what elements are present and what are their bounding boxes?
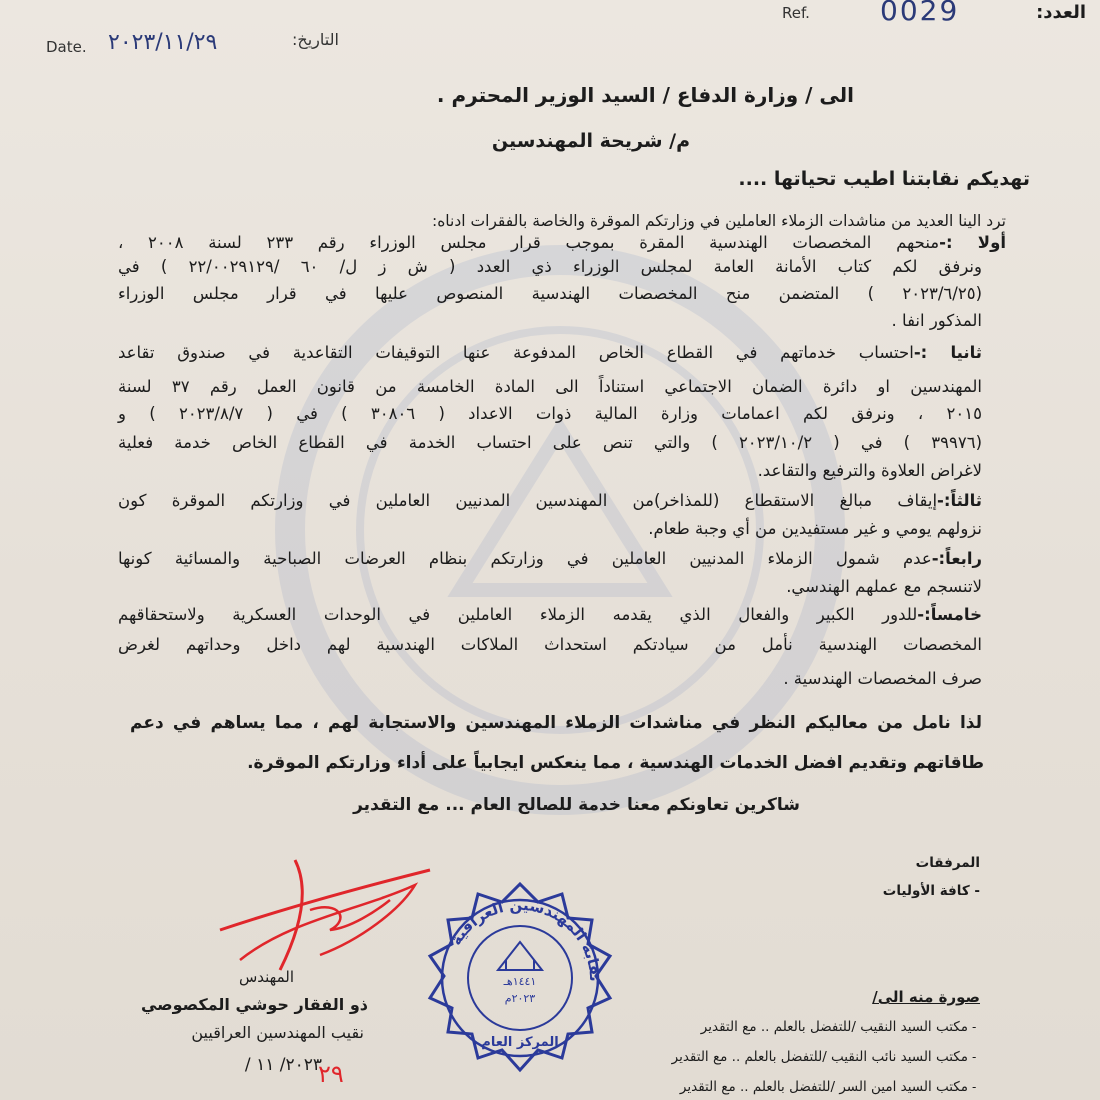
attachments-label: المرفقات (915, 855, 980, 871)
item-4-lead: رابعاً:- (931, 549, 982, 568)
item-5-line-1: خامساً:-للدور الكبير والفعال الذي يقدمه الزملاء العاملين في الوحدات العسكرية ولاستحقاقهم (118, 605, 982, 624)
number-label: العدد: (1036, 2, 1086, 23)
item-5-line-2: المخصصات الهندسية نأمل من سيادتكم استحداث الملاكات الهندسية لهم داخل وحداتهم لغرض (118, 635, 982, 654)
signatory-position: نقيب المهندسين العراقيين (191, 1023, 364, 1042)
intro-paragraph: ترد الينا العديد من مناشدات الزملاء العاملين في وزارتكم الموقرة والخاصة بالفقرات ادناه: (431, 212, 1006, 230)
ref-label: Ref. (782, 4, 810, 22)
copy-item-3: مكتب السيد امين السر /للتفضل بالعلم .. مع التقدير (679, 1079, 968, 1095)
item-2-line-1: ثانيا :-احتساب خدماتهم في القطاع الخاص المدفوعة عنها التوقيفات التقاعدية في صندوق تقاعد (118, 343, 982, 362)
item-1-lead: أولا :- (939, 233, 1006, 252)
svg-text:نقابة المهندسين العراقية (447, 896, 604, 982)
addressee-to: الى / وزارة الدفاع / السيد الوزير المحترم . (436, 83, 854, 107)
item-2-line-3: ٢٠١٥ ، ونرفق لكم اعمامات وزارة المالية ذوات الاعداد ( ٣٠٨٠٦ ) في ( ٢٠٢٣/٨/٧ ) و (118, 404, 982, 423)
item-2-lead: ثانيا :- (913, 343, 982, 362)
stamp-year-hijri: ١٤٤١هـ (503, 975, 537, 988)
copy-bullet-3: - (972, 1080, 977, 1094)
item-1-line-1: أولا :-منحهم المخصصات الهندسية المقرة بموجب قرار مجلس الوزراء رقم ٢٣٣ لسنة ٢٠٠٨ ، (118, 233, 1006, 252)
copies-label: صورة منه الى/ (872, 988, 980, 1006)
item-2-line-2: المهندسين او دائرة الضمان الاجتماعي استناداً الى المادة الخامسة من قانون العمل رقم ٣٧ لسنة (118, 377, 982, 396)
handwritten-day: ٢٩ (318, 1060, 344, 1088)
item-5-line-3: صرف المخصصات الهندسية . (783, 669, 982, 688)
copy-item-2: مكتب السيد نائب النقيب /للتفضل بالعلم .. مع التقدير (671, 1049, 968, 1065)
stamp-year: ٢٠٢٣م (504, 992, 536, 1005)
official-stamp-icon (420, 880, 620, 1080)
stamp-center-text: المركز العام (481, 1035, 559, 1050)
stamp-ring-text: نقابة المهندسين العراقية (446, 895, 605, 982)
item-5-lead: خامساً:- (917, 605, 982, 624)
copy-bullet-1: - (972, 1020, 977, 1034)
item-1-line-3: (٢٠٢٣/٦/٢٥ ) المتضمن منح المخصصات الهندسية المنصوص عليها في قرار مجلس الوزراء (118, 284, 982, 303)
thanks-line: شاكرين تعاونكم معنا خدمة للصالح العام ... مع التقدير (353, 795, 800, 815)
item-1-line-2: ونرفق لكم كتاب الأمانة العامة لمجلس الوزراء ذي العدد ( ش ز ل/ ٦٠ /٢٢/٠٠٢٩١٢٩ ) في (118, 257, 982, 276)
signatory-date: ٢٠٢٣/ ١١ / (244, 1055, 322, 1075)
signatory-title: المهندس (238, 968, 294, 986)
attachments-item: - كافة الأوليات (882, 883, 980, 899)
subject-line: م/ شريحة المهندسين (491, 130, 690, 152)
copy-item-1: مكتب السيد النقيب /للتفضل بالعلم .. مع التقدير (700, 1019, 968, 1035)
item-3-lead: ثالثاً:- (937, 491, 982, 510)
item-3-line-2: نزولهم يومي و غير مستفيدين من أي وجبة طعام. (648, 519, 982, 538)
date-label-en: Date. (46, 38, 87, 56)
item-2-line-5: لاغراض العلاوة والترفيع والتقاعد. (757, 461, 982, 480)
item-4-line-2: لاتنسجم مع عملهم الهندسي. (786, 577, 982, 596)
signature-icon (200, 850, 440, 990)
date-label-ar: التاريخ: (292, 30, 339, 49)
item-2-line-4: (٣٩٩٧٦ ) في ( ٢٠٢٣/١٠/٢ ) والتي تنص على احتساب الخدمة في القطاع الخاص خدمة فعلية (118, 433, 982, 452)
item-1-line-4: المذكور انفا . (891, 311, 982, 330)
reference-number: 0029 (880, 0, 960, 27)
item-3-line-1: ثالثاً:-إيقاف مبالغ الاستقطاع (للمذاخر)من المهندسين المدنيين العاملين في وزارتكم الموقرة كون (118, 491, 982, 510)
signatory-name: ذو الفقار حوشي المكصوصي (140, 995, 368, 1014)
copy-bullet-2: - (972, 1050, 977, 1064)
date-value: ٢٠٢٣/١١/٢٩ (108, 30, 218, 55)
closing-line-1: لذا نامل من معاليكم النظر في مناشدات الزملاء المهندسين والاستجابة لهم ، مما يساهم في دعم (130, 713, 982, 733)
closing-line-2: طاقاتهم وتقديم افضل الخدمات الهندسية ، مما ينعكس ايجابياً على أداء وزارتكم الموقرة. (247, 753, 984, 773)
item-4-line-1: رابعاً:-عدم شمول الزملاء المدنيين العاملين في وزارتكم بنظام العرضات الصباحية والمسائية كونها (118, 549, 982, 568)
greeting: تهديكم نقابتنا اطيب تحياتها .... (738, 168, 1030, 190)
